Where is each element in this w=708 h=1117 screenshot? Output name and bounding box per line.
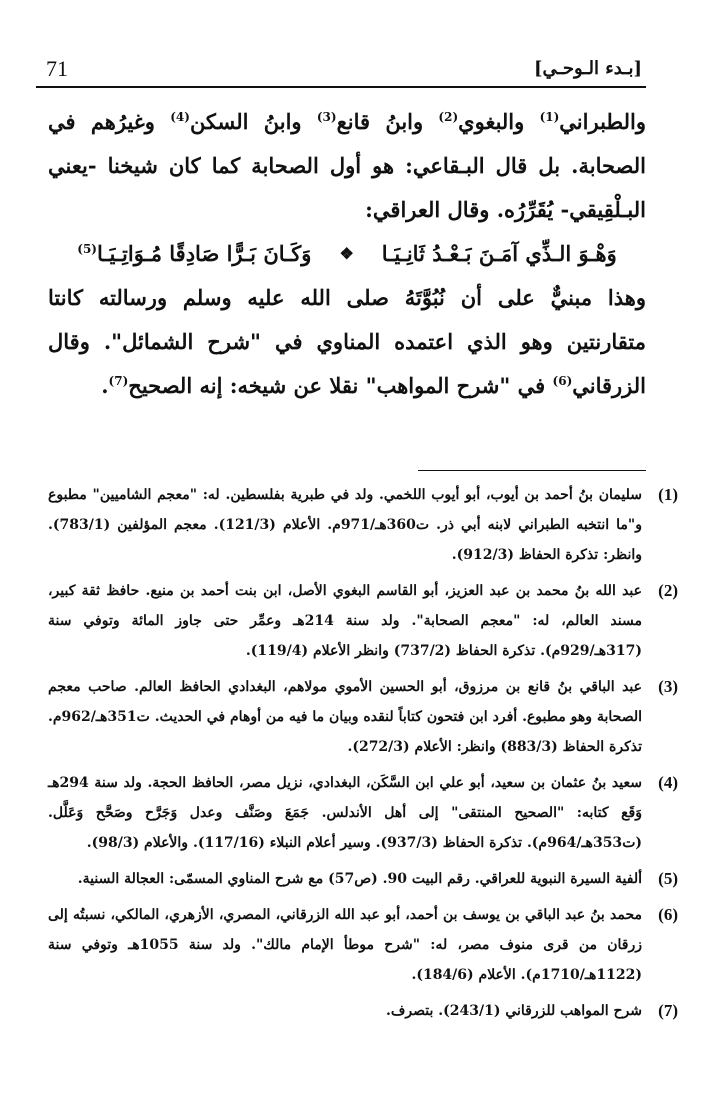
verse-hemistich-2-wrap — [77, 232, 311, 276]
footnote-text: عبد الباقي بنُ قانع بن مرزوق، أبو الحسين الأموي مولاهم، البغدادي الحافظ العالم. صاحب معجم الصحابة وهو مطبوع. أفرد ابن فتحون كتاباً لنقده وبيان ما فيه من أوهام في الحديث. ت351هـ/962م. تذكرة الحفاظ (883/3) وانظر: الأعلام (272/3). — [48, 679, 642, 755]
footnote-text: ألفية السيرة النبوية للعراقي. رقم البيت 90. (ص57) مع شرح المناوي المسمّى: العجالة السنية. — [77, 871, 642, 887]
footnote-item — [48, 480, 678, 570]
text-span: وهذا مبنيٌّ على أن نُبُوَّتَهُ صلى الله عليه وسلم ورسالته كانتا متقارنتين وهو الذي اعتمده المناوي في "شرح الشمائل". وقال الزرقاني — [48, 285, 646, 398]
page-number: 71 — [46, 56, 68, 81]
footnote-ref-6[interactable]: (6) — [552, 374, 573, 388]
footnote-number: (5) — [658, 869, 678, 888]
footnote-text: محمد بنُ عبد الباقي بن يوسف بن أحمد، أبو عبد الله الزرقاني، المصري، الأزهري، المالكي، نسبتُه إلى زرقان من قرى منوف مصر، له: "شرح موطأ الإمام مالك". ولد سنة 1055هـ وتوفي سنة (1122هـ/1710م). الأعلام (184/6). — [48, 907, 642, 983]
footnote-item — [48, 864, 678, 894]
footnotes — [48, 480, 678, 1032]
footnote-ref-5[interactable]: (5) — [77, 242, 97, 256]
footnote-text: عبد الله بنُ محمد بن عبد العزيز، أبو القاسم البغوي الأصل، ابن بنت أحمد بن منيع. حافظ ثقة كبير، مسند العالم، له: "معجم الصحابة". ولد سنة 214هـ وعمِّر حتى جاوز المائة وتوفي سنة (317هـ/929م). تذكرة الحفاظ (737/2) وانظر الأعلام (119/4). — [48, 583, 642, 659]
footnote-text: سليمان بنُ أحمد بن أيوب، أبو أيوب اللخمي. ولد في طبرية بفلسطين. له: "معجم الشاميين" مطبوع و"ما انتخبه الطبراني لابنه أبي ذر. ت360هـ/971م. الأعلام (121/3). معجم المؤلفين (783/1). وانظر: تذكرة الحفاظ (912/3). — [48, 487, 642, 563]
text-span: والبغوي — [458, 109, 540, 134]
footnote-item — [48, 768, 678, 858]
footnote-number: (7) — [658, 1001, 678, 1020]
text-span: وابنُ السكن — [189, 109, 317, 134]
footnote-number: (4) — [658, 773, 678, 792]
footnote-item — [48, 900, 678, 990]
footnote-ref-4[interactable]: (4) — [170, 110, 190, 124]
page-header — [36, 52, 646, 88]
footnote-item — [48, 996, 678, 1026]
footnote-text: شرح المواهب للزرقاني (243/1). بتصرف. — [386, 1003, 642, 1019]
text-span: وغيرُهم في الصحابة. بل قال البـقاعي: هو أول الصحابة كما كان شيخنا -يعني البـلْقِيقي- يُقَرِّرُه. وقال العراقي: — [48, 109, 646, 222]
footnote-number: (3) — [658, 677, 678, 696]
footnote-number: (2) — [658, 581, 678, 600]
footnote-ref-1[interactable]: (1) — [539, 110, 560, 124]
footnote-item — [48, 672, 678, 762]
footnote-ref-7[interactable]: (7) — [108, 374, 129, 388]
text-span: . — [101, 373, 109, 398]
footnote-number: (6) — [658, 905, 678, 924]
footnote-ref-3[interactable]: (3) — [316, 110, 337, 124]
main-text — [48, 100, 646, 408]
verse-hemistich-1: وَهْـوَ الـذِّي آمَـنَ بَـعْـدُ ثَانِـيَـا — [381, 241, 617, 266]
text-span: والطبراني — [559, 109, 647, 134]
footnote-divider — [418, 470, 646, 471]
footnote-item — [48, 576, 678, 666]
poem-verse — [48, 232, 646, 276]
footnote-ref-2[interactable]: (2) — [438, 110, 459, 124]
footnote-number: (1) — [658, 485, 678, 504]
verse-separator-icon: ❖ — [339, 244, 354, 263]
footnote-text: سعيد بنُ عثمان بن سعيد، أبو علي ابن السَّكَن، البغدادي، نزيل مصر، الحافظ الحجة. ولد سنة 294هـ وَقَع كتابه: "الصحيح المنتقى" إلى أهل الأندلس. جَمَعَ وصَنَّف وعدل وَجَرَّح وصَحَّح وَعَلَّل. (ت353هـ/964م). تذكرة الحفاظ (937/3). وسير أعلام النبلاء (117/16). والأعلام (98/3). — [48, 775, 642, 851]
verse-hemistich-2: وَكَـانَ بَـرًّا صَادِقًا مُـوَاتِـيَـا — [96, 241, 312, 266]
paragraph-1 — [48, 100, 646, 232]
paragraph-2 — [48, 276, 646, 408]
text-span: في "شرح المواهب" نقلا عن شيخه: إنه الصحيح — [128, 373, 553, 398]
text-span: وابنُ قانع — [336, 109, 439, 134]
section-title: [بـدء الـوحـي] — [534, 58, 642, 79]
